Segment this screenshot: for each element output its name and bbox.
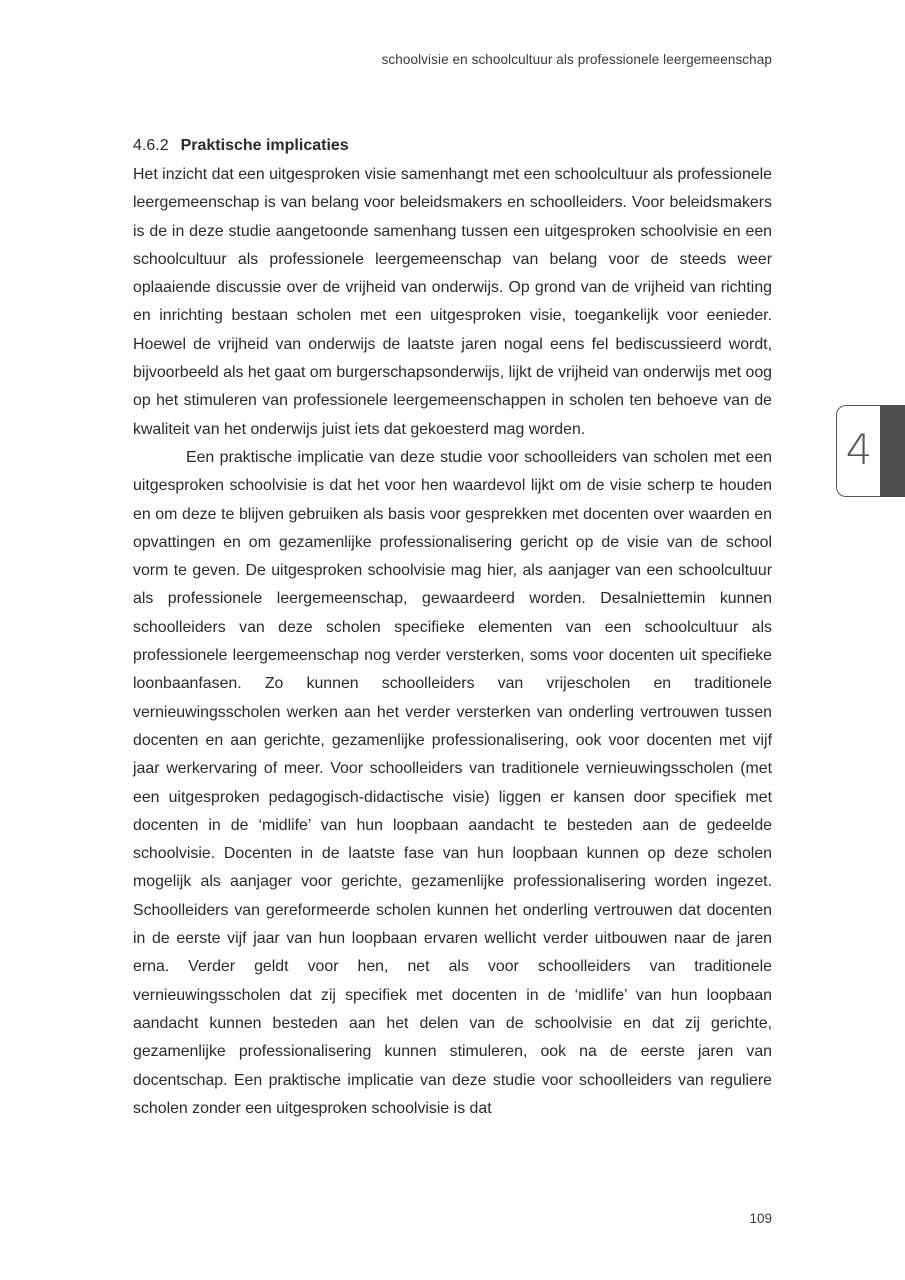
- chapter-number: 4: [845, 425, 873, 474]
- running-header: schoolvisie en schoolcultuur als professionele leergemeenschap: [381, 52, 772, 67]
- chapter-tab-bar: [880, 405, 905, 497]
- section-heading: [133, 134, 772, 158]
- page-body: [133, 134, 772, 1123]
- page-number: 109: [749, 1211, 772, 1226]
- section-number: 4.6.2: [133, 137, 169, 154]
- chapter-tab: [836, 405, 905, 497]
- paragraph-1: Het inzicht dat een uitgesproken visie samenhangt met een schoolcultuur als professionele leergemeenschap is van belang voor beleidsmakers en schoolleiders. Voor beleidsmakers is de in deze studie aangetoonde samenhang tussen een uitgesproken schoolvisie en een schoolcultuur als professionele leergemeenschap van belang voor de steeds weer oplaaiende discussie over de vrijheid van onderwijs. Op grond van de vrijheid van richting en inrichting bestaan scholen met een uitgesproken visie, toegankelijk voor eenieder. Hoewel de vrijheid van onderwijs de laatste jaren nogal eens fel bediscussieerd wordt, bijvoorbeeld als het gaat om burgerschapsonderwijs, lijkt de vrijheid van onderwijs met oog op het stimuleren van professionele leergemeenschappen in scholen ten behoeve van de kwaliteit van het onderwijs juist iets dat gekoesterd mag worden.: [133, 166, 772, 438]
- section-title: Praktische implicaties: [180, 137, 349, 154]
- paragraph-2: Een praktische implicatie van deze studie voor schoolleiders van scholen met een uitgesproken schoolvisie is dat het voor hen waardevol lijkt om de visie scherp te houden en om deze te blijven gebruiken als basis voor gesprekken met docenten over waarden en opvattingen en om gezamenlijke professionalisering gericht op de visie van de school vorm te geven. De uitgesproken schoolvisie mag hier, als aanjager van een schoolcultuur als professionele leergemeenschap, gewaardeerd worden. Desalniettemin kunnen schoolleiders van deze scholen specifieke elementen van een schoolcultuur als professionele leergemeenschap nog verder versterken, soms voor docenten uit specifieke loonbaanfasen. Zo kunnen schoolleiders van vrijescholen en traditionele vernieuwingsscholen werken aan het verder versterken van onderling vertrouwen tussen docenten en aan gerichte, gezamenlijke professionalisering, ook voor docenten met vijf jaar werkervaring of meer. Voor schoolleiders van traditionele vernieuwingsscholen (met een uitgesproken pedagogisch-didactische visie) liggen er kansen door specifiek met docenten in de ‘midlife’ van hun loopbaan aandacht te besteden aan de gedeelde schoolvisie. Docenten in de laatste fase van hun loopbaan kunnen op deze scholen mogelijk als aanjager voor gerichte, gezamenlijke professionalisering worden ingezet. Schoolleiders van gereformeerde scholen kunnen het onderling vertrouwen dat docenten in de eerste vijf jaar van hun loopbaan ervaren wellicht verder uitbouwen naar de jaren erna. Verder geldt voor hen, net als voor schoolleiders van traditionele vernieuwingsscholen dat zij specifiek met docenten in de ‘midlife’ van hun loopbaan aandacht kunnen besteden aan het delen van de schoolvisie en dat zij gerichte, gezamenlijke professionalisering kunnen stimuleren, ook na de eerste jaren van docentschap. Een praktische implicatie van deze studie voor schoolleiders van reguliere scholen zonder een uitgesproken schoolvisie is dat: [133, 448, 772, 1117]
